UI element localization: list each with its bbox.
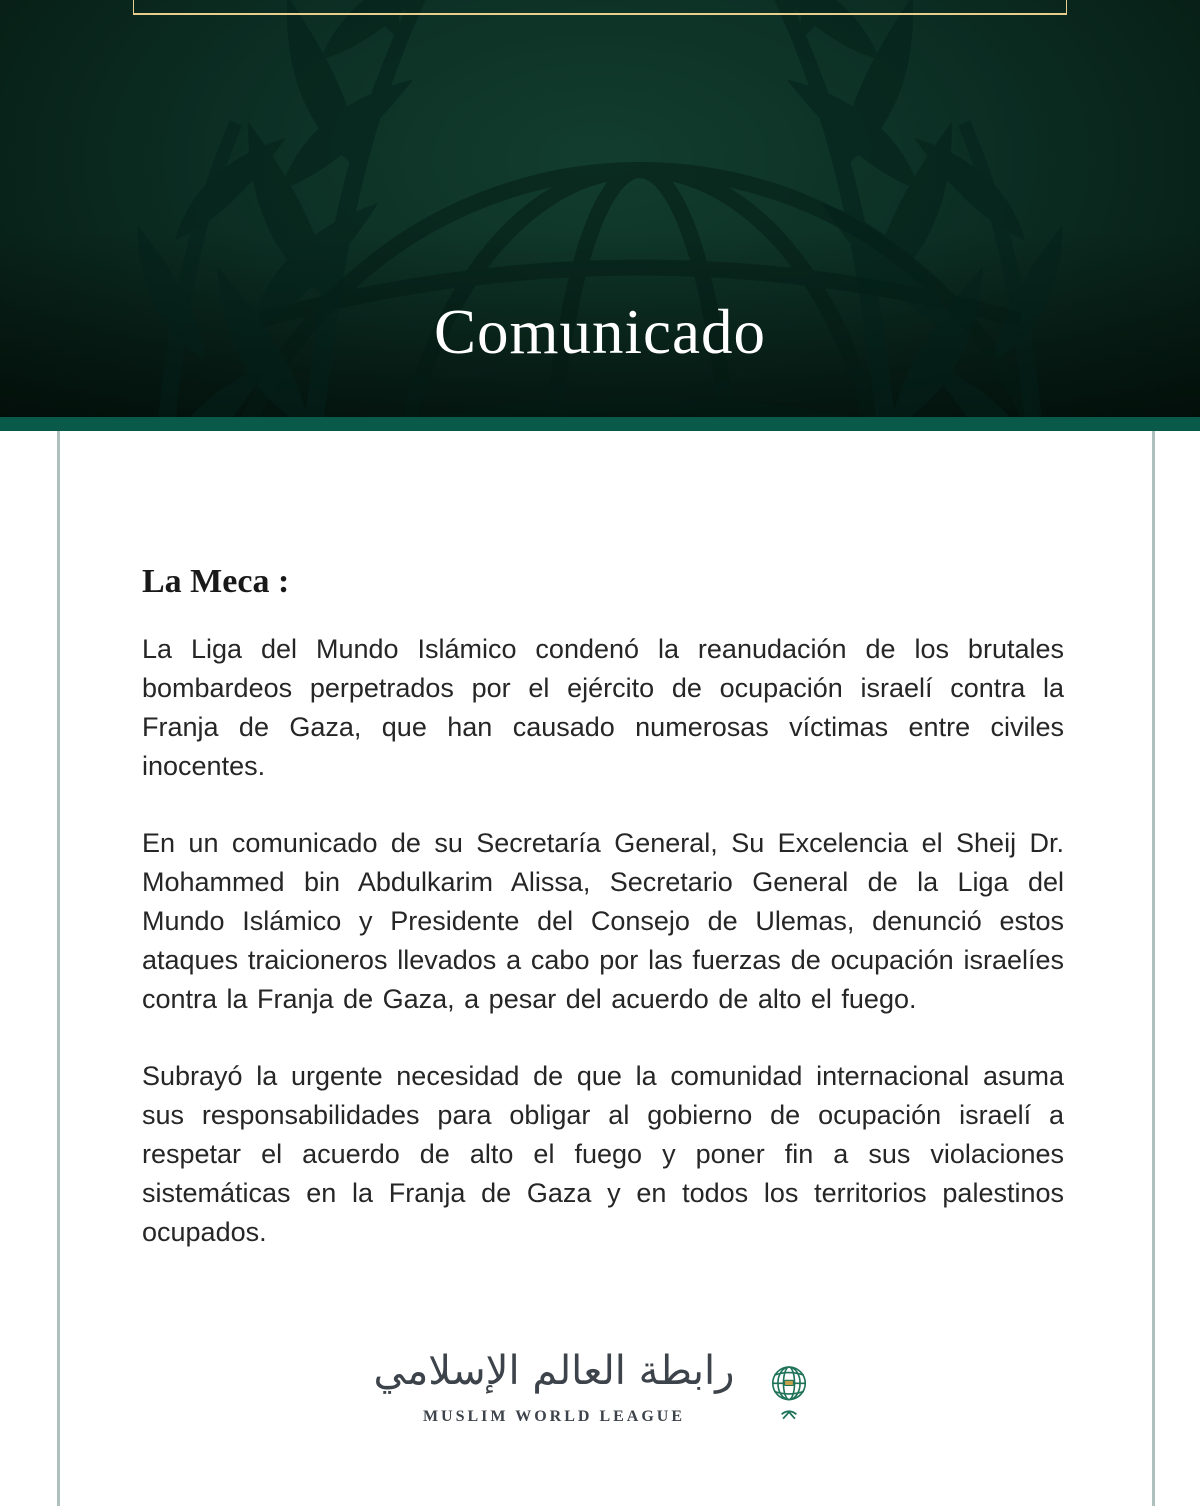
wreath-stems bbox=[782, 1411, 797, 1418]
gold-accent-bar bbox=[133, 0, 1067, 15]
paragraph-2: En un comunicado de su Secretaría General, Su Excelencia el Sheij Dr. Mohammed bin Abdulkarim Alissa, Secretario General de la Liga del Mundo Islámico y Presidente del Consejo de Ulemas, denunció estos ataques traicioneros llevados a cabo por las fuerzas de ocupación israelíes contra la Franja de Gaza, a pesar del acuerdo de alto el fuego. bbox=[142, 828, 1064, 1014]
header-banner bbox=[0, 0, 1200, 417]
paragraph-1: La Liga del Mundo Islámico condenó la reanudación de los brutales bombardeos perpetrados por el ejército de ocupación israelí contra la Franja de Gaza, que han causado numerosas víctimas entre civiles inocentes. bbox=[142, 634, 1064, 781]
mwl-latin-wordmark: MUSLIM WORLD LEAGUE bbox=[422, 1408, 686, 1425]
paragraph-3: Subrayó la urgente necesidad de que la comunidad internacional asuma sus responsabilidades para obligar al gobierno de ocupación israelí a respetar el acuerdo de alto el fuego y poner fin a sus violaciones sistemáticas en la Franja de Gaza y en todos los territorios palestinos ocupados. bbox=[142, 1061, 1064, 1247]
mwl-wreath-globe-icon bbox=[752, 1336, 826, 1432]
globe-center-mark bbox=[785, 1380, 794, 1385]
mwl-logo-text bbox=[374, 1342, 735, 1426]
dateline-heading: La Meca : bbox=[142, 563, 290, 600]
mwl-arabic-wordmark: رابطة العالم الإسلامي bbox=[373, 1348, 735, 1394]
mwl-logo bbox=[0, 1336, 1200, 1432]
communique-body bbox=[142, 431, 1064, 1252]
page-title: Comunicado bbox=[434, 297, 766, 367]
teal-divider-band bbox=[0, 417, 1200, 431]
